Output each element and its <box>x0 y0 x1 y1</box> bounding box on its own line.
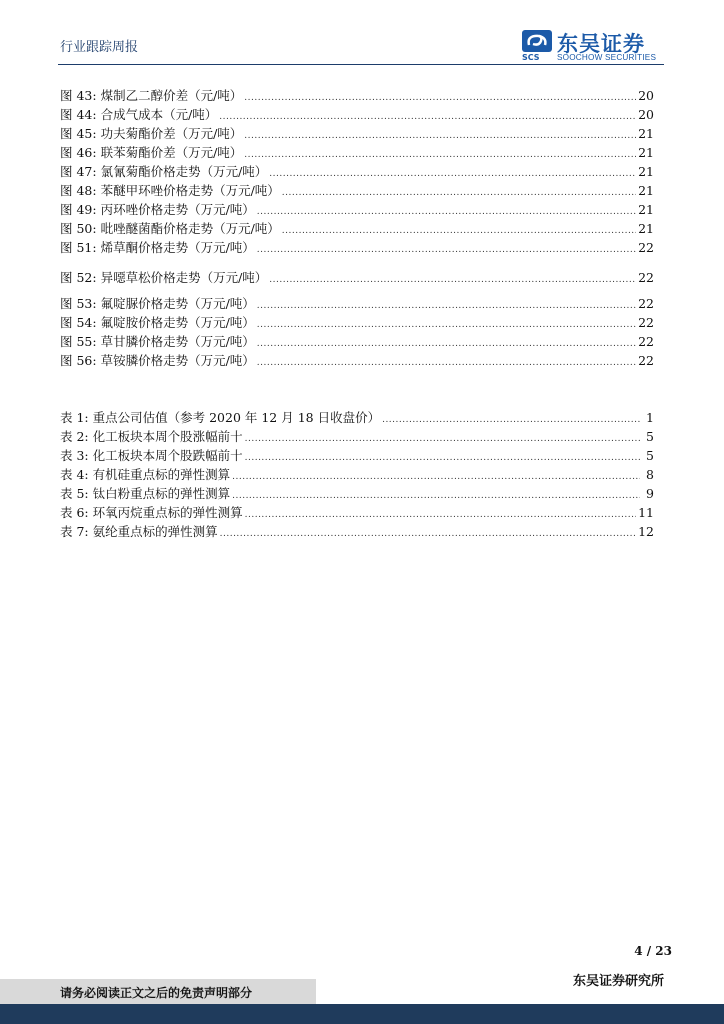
disclaimer-text: 请务必阅读正文之后的免责声明部分 <box>60 986 253 1000</box>
toc-entry[interactable]: 表 7: 氨纶重点标的弹性测算 ..... 12 <box>60 522 654 541</box>
institute-name: 东吴证券研究所 <box>572 974 664 989</box>
toc-entry[interactable]: 图 45: 功夫菊酯价差（万元/吨） ..... 21 <box>60 124 654 143</box>
page-number: 4 / 23 <box>634 944 672 958</box>
figure-list <box>60 86 654 370</box>
toc-entry[interactable]: 图 47: 氯氰菊酯价格走势（万元/吨） ..... 21 <box>60 162 654 181</box>
footer-band <box>0 1004 724 1024</box>
toc-entry[interactable]: 表 2: 化工板块本周个股涨幅前十 ..... 5 <box>60 427 654 446</box>
toc-entry[interactable]: 图 44: 合成气成本（元/吨） ..... 20 <box>60 105 654 124</box>
logo-english-name: SOOCHOW SECURITIES <box>557 53 657 62</box>
toc-entry[interactable]: 图 48: 苯醚甲环唑价格走势（万元/吨） ..... 21 <box>60 181 654 200</box>
company-logo <box>521 28 671 64</box>
toc-entry[interactable]: 表 6: 环氧丙烷重点标的弹性测算 ..... 11 <box>60 503 654 522</box>
toc-entry[interactable]: 图 49: 丙环唑价格走势（万元/吨） ..... 21 <box>60 200 654 219</box>
toc-entry[interactable]: 图 51: 烯草酮价格走势（万元/吨） ..... 22 <box>60 238 654 257</box>
scs-logo-icon <box>521 29 553 53</box>
toc-entry[interactable]: 图 46: 联苯菊酯价差（万元/吨） ..... 21 <box>60 143 654 162</box>
toc-entry[interactable]: 图 56: 草铵膦价格走势（万元/吨） ..... 22 <box>60 351 654 370</box>
logo-abbreviation: SCS <box>522 53 540 62</box>
toc-entry[interactable]: 图 53: 氟啶脲价格走势（万元/吨） ..... 22 <box>60 294 654 313</box>
toc-entry[interactable]: 图 43: 煤制乙二醇价差（元/吨） ..... 20 <box>60 86 654 105</box>
header-divider <box>58 64 664 65</box>
toc-entry[interactable]: 图 52: 异噁草松价格走势（万元/吨） ..... 22 <box>60 268 654 287</box>
table-list <box>60 408 654 541</box>
toc-entry[interactable]: 表 1: 重点公司估值（参考 2020 年 12 月 18 日收盘价） ..... 1 <box>60 408 654 427</box>
toc-entry[interactable]: 图 55: 草甘膦价格走势（万元/吨） ..... 22 <box>60 332 654 351</box>
toc-entry[interactable]: 图 50: 吡唑醚菌酯价格走势（万元/吨） ..... 21 <box>60 219 654 238</box>
report-type-title: 行业跟踪周报 <box>60 40 139 55</box>
toc-entry[interactable]: 表 3: 化工板块本周个股跌幅前十 ..... 5 <box>60 446 654 465</box>
toc-entry[interactable]: 图 54: 氟啶胺价格走势（万元/吨） ..... 22 <box>60 313 654 332</box>
toc-entry[interactable]: 表 5: 钛白粉重点标的弹性测算 ..... 9 <box>60 484 654 503</box>
logo-chinese-name: 东吴证券 <box>557 32 645 56</box>
toc-entry[interactable]: 表 4: 有机硅重点标的弹性测算 ..... 8 <box>60 465 654 484</box>
